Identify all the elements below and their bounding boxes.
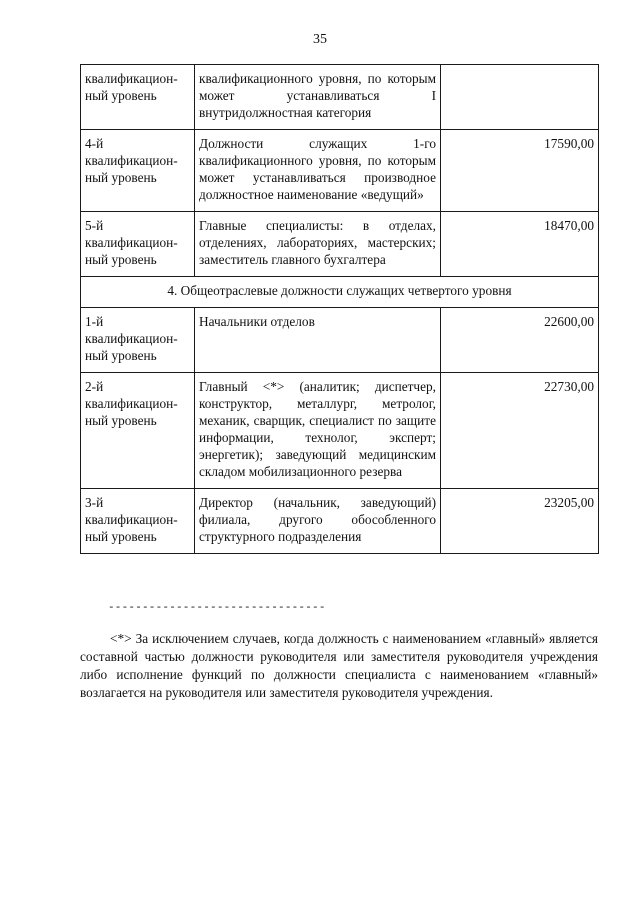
position-description-cell: Должности служащих 1-го квалификационного уровня, по которым может устанавливаться производное должностное наименование «ведущий» xyxy=(195,130,441,212)
qualification-level-cell: 1-й квалификацион- ный уровень xyxy=(81,308,195,373)
position-description-cell: Начальники отделов xyxy=(195,308,441,373)
table-row xyxy=(81,130,599,212)
salary-table xyxy=(80,64,599,554)
table-row xyxy=(81,308,599,373)
qualification-level-cell: 3-й квалификацион- ный уровень xyxy=(81,489,195,554)
section-title: 4. Общеотраслевые должности служащих четвертого уровня xyxy=(81,277,599,308)
salary-amount-cell: 22600,00 xyxy=(441,308,599,373)
qualification-level-cell: 2-й квалификацион- ный уровень xyxy=(81,373,195,489)
qualification-level-cell: квалификацион- ный уровень xyxy=(81,65,195,130)
page-number: 35 xyxy=(313,32,327,47)
table-row xyxy=(81,373,599,489)
table-row xyxy=(81,489,599,554)
salary-amount-cell: 22730,00 xyxy=(441,373,599,489)
salary-amount-cell: 23205,00 xyxy=(441,489,599,554)
position-description-cell: Директор (начальник, заведующий) филиала, другого обособленного структурного подразделения xyxy=(195,489,441,554)
position-description-cell: квалификационного уровня, по которым может устанавливаться I внутридолжностная категория xyxy=(195,65,441,130)
section-header-row xyxy=(81,277,599,308)
salary-amount-cell: 17590,00 xyxy=(441,130,599,212)
table-row xyxy=(81,65,599,130)
salary-amount-cell: 18470,00 xyxy=(441,212,599,277)
footnote-text: <*> За исключением случаев, когда должность с наименованием «главный» является составной частью должности руководителя или заместителя руководителя учреждения либо исполнение функций по должности специалиста с наименованием «главный» возлагается на руководителя или заместителя руководителя учреждения. xyxy=(80,631,598,700)
qualification-level-cell: 5-й квалификацион- ный уровень xyxy=(81,212,195,277)
position-description-cell: Главный <*> (аналитик; диспетчер, конструктор, металлург, метролог, механик, сварщик, специалист по защите информации, технолог, эксперт; энергетик); заведующий медицинским складом мобилизационного резерва xyxy=(195,373,441,489)
table-row xyxy=(81,212,599,277)
footnote-divider: -------------------------------- xyxy=(108,602,326,614)
qualification-level-cell: 4-й квалификацион- ный уровень xyxy=(81,130,195,212)
position-description-cell: Главные специалисты: в отделах, отделениях, лабораториях, мастерских; заместитель главного бухгалтера xyxy=(195,212,441,277)
salary-amount-cell xyxy=(441,65,599,130)
